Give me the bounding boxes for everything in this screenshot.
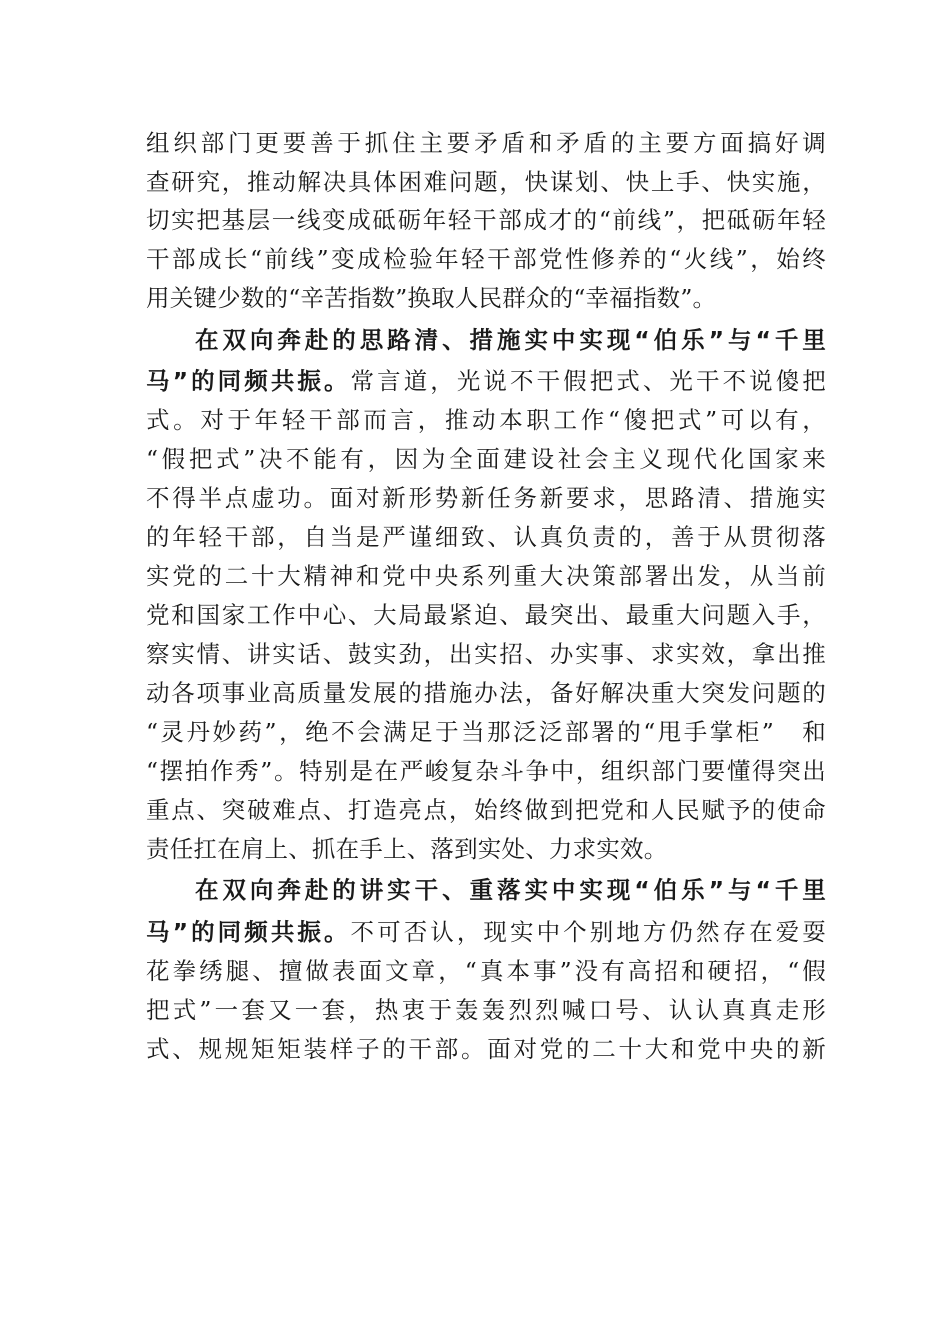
paragraph-line: 用关键少数的“辛苦指数”换取人民群众的“幸福指数”。: [146, 284, 717, 312]
paragraph-line: 实党的二十大精神和党中央系列重大决策部署出发，从当前: [146, 562, 826, 590]
paragraph-text: 不可否认，现实中个别地方仍然存在爱耍: [350, 918, 827, 946]
paragraph-text: 常言道，光说不干假把式、光干不说傻把: [350, 367, 827, 395]
paragraph-line: 切实把基层一线变成砥砺年轻干部成才的“前线”，把砥砺年轻: [146, 206, 826, 234]
paragraph-line: 察实情、讲实话、鼓实劲，出实招、办实事、求实效，拿出推: [146, 640, 826, 668]
paragraph-line: 的年轻干部，自当是严谨细致、认真负责的，善于从贯彻落: [146, 523, 826, 551]
paragraph-line: 动各项事业高质量发展的措施办法，备好解决重大突发问题的: [146, 679, 826, 707]
paragraph-line: 重点、突破难点、打造亮点，始终做到把党和人民赋予的使命: [146, 796, 826, 824]
paragraph-line: 党和国家工作中心、大局最紧迫、最突出、最重大问题入手，: [146, 601, 826, 629]
paragraph-line: 组织部门更要善于抓住主要矛盾和矛盾的主要方面搞好调: [146, 129, 826, 157]
paragraph-line: 干部成长“前线”变成检验年轻干部党性修养的“火线”，始终: [146, 245, 826, 273]
section-heading-line: 在双向奔赴的思路清、措施实中实现“伯乐”与“千里: [195, 326, 826, 354]
paragraph-line: [146, 915, 826, 949]
paragraph-line: 查研究，推动解决具体困难问题，快谋划、快上手、快实施，: [146, 168, 826, 196]
section-heading-tail: 马”的同频共振。: [146, 918, 351, 946]
paragraph-line: 式。对于年轻干部而言，推动本职工作“傻把式”可以有，: [146, 406, 826, 434]
paragraph-line: [146, 364, 826, 398]
section-heading-tail: 马”的同频共振。: [146, 367, 351, 395]
paragraph-line: 式、规规矩矩装样子的干部。面对党的二十大和党中央的新: [146, 1035, 826, 1063]
paragraph-line: 花拳绣腿、擅做表面文章，“真本事”没有高招和硬招，“假: [146, 957, 826, 985]
paragraph-line: “灵丹妙药”，绝不会满足于当那泛泛部署的“甩手掌柜” 和: [146, 718, 826, 746]
section-heading-line: 在双向奔赴的讲实干、重落实中实现“伯乐”与“千里: [195, 876, 826, 904]
paragraph-line: 责任扛在肩上、抓在手上、落到实处、力求实效。: [146, 835, 668, 863]
paragraph-line: 不得半点虚功。面对新形势新任务新要求，思路清、措施实: [146, 484, 826, 512]
paragraph-line: “假把式”决不能有，因为全面建设社会主义现代化国家来: [146, 445, 826, 473]
paragraph-line: 把式”一套又一套，热衷于轰轰烈烈喊口号、认认真真走形: [146, 996, 826, 1024]
paragraph-line: “摆拍作秀”。特别是在严峻复杂斗争中，组织部门要懂得突出: [146, 757, 826, 785]
